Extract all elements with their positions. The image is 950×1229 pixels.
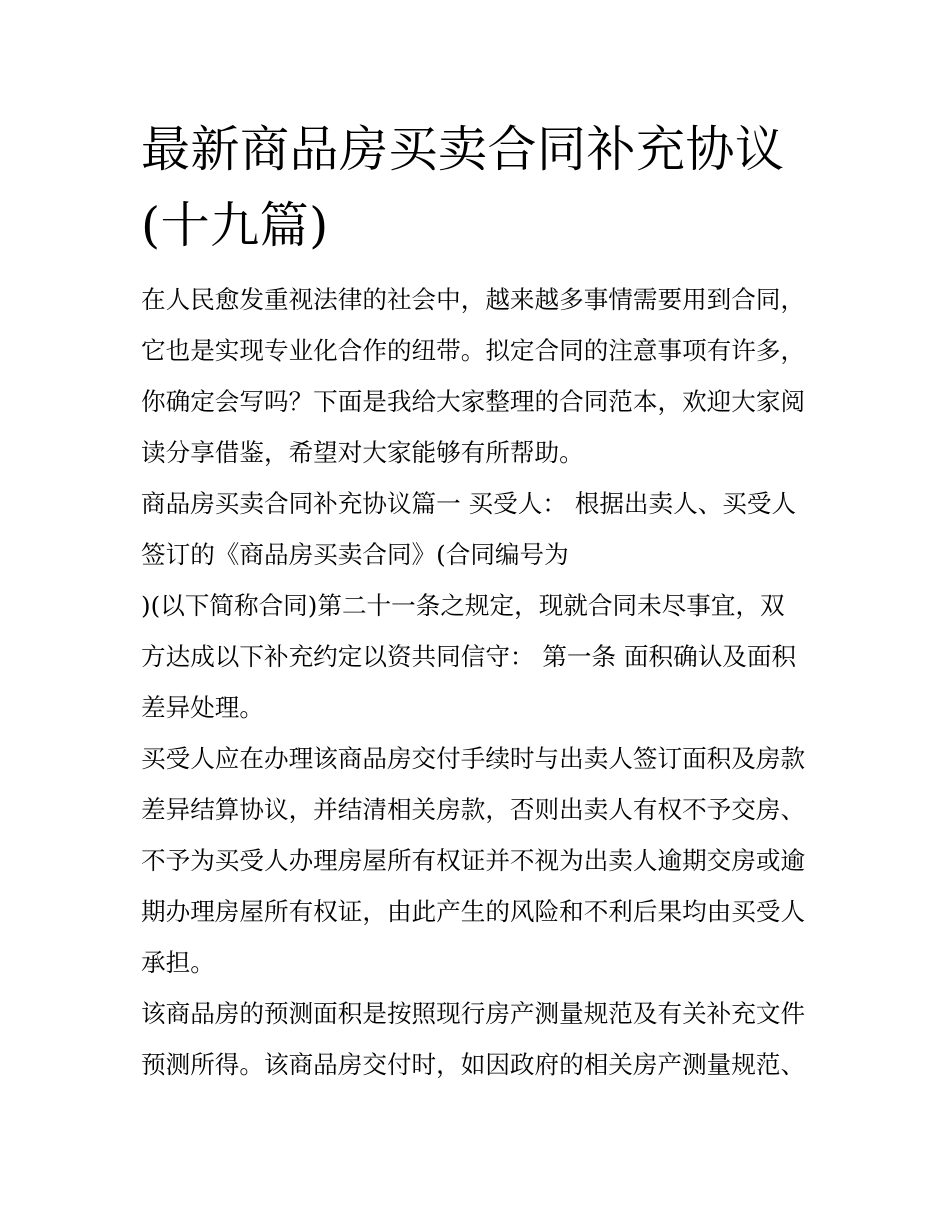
- text-line: 你确定会写吗？下面是我给大家整理的合同范本，欢迎大家阅: [141, 387, 806, 416]
- text-line: 该商品房的预测面积是按照现行房产测量规范及有关补充文件: [141, 999, 806, 1028]
- title-line: 最新商品房买卖合同补充协议: [141, 121, 785, 178]
- paragraph-area-measurement: [141, 996, 841, 1098]
- document-body: [141, 282, 841, 1098]
- text-line: 买受人应在办理该商品房交付手续时与出卖人签订面积及房款: [141, 744, 806, 773]
- document-title: [141, 112, 841, 264]
- text-line: 签订的《商品房买卖合同》(合同编号为: [141, 540, 569, 569]
- text-line: 承担。: [141, 948, 215, 977]
- text-line: 方达成以下补充约定以资共同信守： 第一条 面积确认及面积: [141, 642, 797, 671]
- text-line: 预测所得。该商品房交付时，如因政府的相关房产测量规范、: [141, 1050, 806, 1079]
- title-line: (十九篇): [141, 197, 329, 254]
- text-line: 差异处理。: [141, 693, 264, 722]
- paragraph-intro: [141, 282, 841, 486]
- text-line: 商品房买卖合同补充协议篇一 买受人： 根据出卖人、买受人: [141, 489, 797, 518]
- text-line: 期办理房屋所有权证，由此产生的风险和不利后果均由买受人: [141, 897, 806, 926]
- text-line: )(以下简称合同)第二十一条之规定，现就合同未尽事宜，双: [141, 591, 785, 620]
- paragraph-article-one: [141, 486, 841, 741]
- text-line: 在人民愈发重视法律的社会中，越来越多事情需要用到合同，: [141, 285, 806, 314]
- text-line: 不予为买受人办理房屋所有权证并不视为出卖人逾期交房或逾: [141, 846, 806, 875]
- paragraph-settlement: [141, 741, 841, 996]
- text-line: 它也是实现专业化合作的纽带。拟定合同的注意事项有许多，: [141, 336, 806, 365]
- text-line: 差异结算协议，并结清相关房款，否则出卖人有权不予交房、: [141, 795, 806, 824]
- text-line: 读分享借鉴，希望对大家能够有所帮助。: [141, 438, 584, 467]
